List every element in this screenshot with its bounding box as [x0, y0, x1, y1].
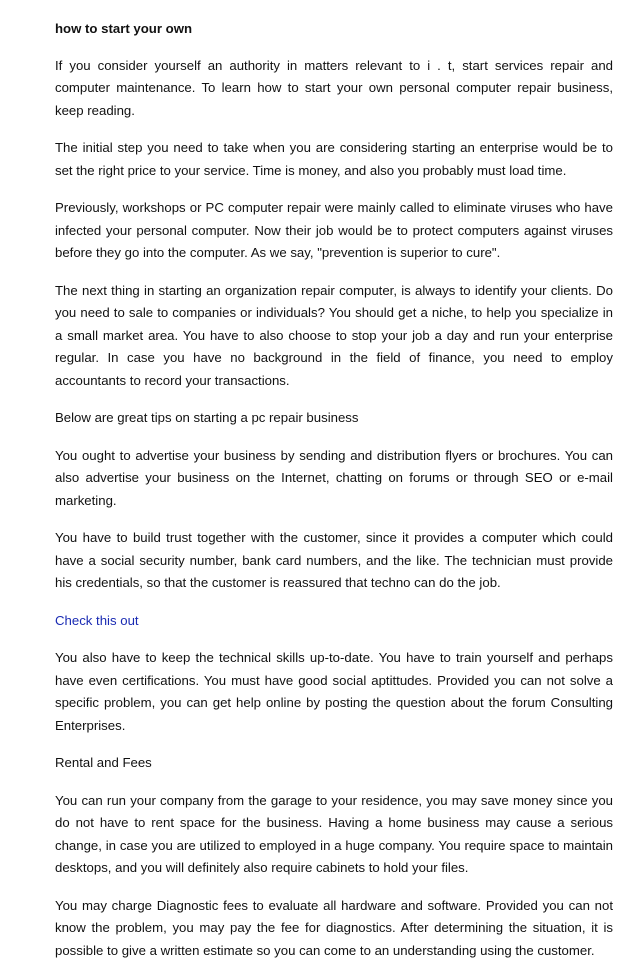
paragraph-rental: You can run your company from the garage to your residence, you may save money since you do not have to rent space for the business. Having a home business may cause a serious change, in case you are utilized to employed in a huge company. You require space to maintain desktops, and you will definitely also require cabinets to hold your files.: [55, 792, 613, 875]
document-page: [55, 18, 613, 977]
tips-heading: Below are great tips on starting a pc repair business: [55, 410, 359, 425]
link-line: [55, 610, 613, 633]
paragraph-pricing: The initial step you need to take when you are considering starting an enterprise would be to set the right price to your service. Time is money, and also you probably must load time.: [55, 140, 613, 178]
paragraph-viruses: Previously, workshops or PC computer repair were mainly called to eliminate viruses who have infected your personal computer. Now their job would be to protect computers against viruses before they go into the computer. As we say, "prevention is superior to cure".: [55, 200, 613, 260]
paragraph-diagnostic-fees: You may charge Diagnostic fees to evaluate all hardware and software. Provided you can not know the problem, you may pay the fee for diagnostics. After determining the situation, it is possible to give a written estimate so you can come to an understanding using the customer.: [55, 897, 613, 958]
paragraph-skills: You also have to keep the technical skills up-to-date. You have to train yourself and perhaps have even certifications. You must have good social aptittudes. Provided you can not solve a specific problem, you can get help online by posting the question about the forum Consulting Enterprises.: [55, 650, 613, 733]
rental-fees-heading: Rental and Fees: [55, 755, 152, 770]
paragraph-clients: The next thing in starting an organization repair computer, is always to identify your clients. Do you need to sale to companies or individuals? You should get a niche, to help you specialize in a small market area. You have to also choose to stop your job a day and run your enterprise regular. In case you have no background in the field of finance, you need to employ accountants to record your transactions.: [55, 282, 613, 388]
check-this-out-link[interactable]: Check this out: [55, 612, 139, 628]
paragraph-intro: If you consider yourself an authority in matters relevant to i . t, start services repair and computer maintenance. To learn how to start your own personal computer repair business, keep reading.: [55, 57, 613, 118]
paragraph-trust: You have to build trust together with the customer, since it provides a computer which could have a social security number, bank card numbers, and the like. The technician must provide his credentials, so that the customer is reassured that techno can do the job.: [55, 530, 613, 590]
document-title: how to start your own: [55, 21, 193, 36]
paragraph-advertise: You ought to advertise your business by sending and distribution flyers or brochures. You can also advertise your business on the Internet, chatting on forums or through SEO or e-mail marketing.: [55, 447, 613, 508]
